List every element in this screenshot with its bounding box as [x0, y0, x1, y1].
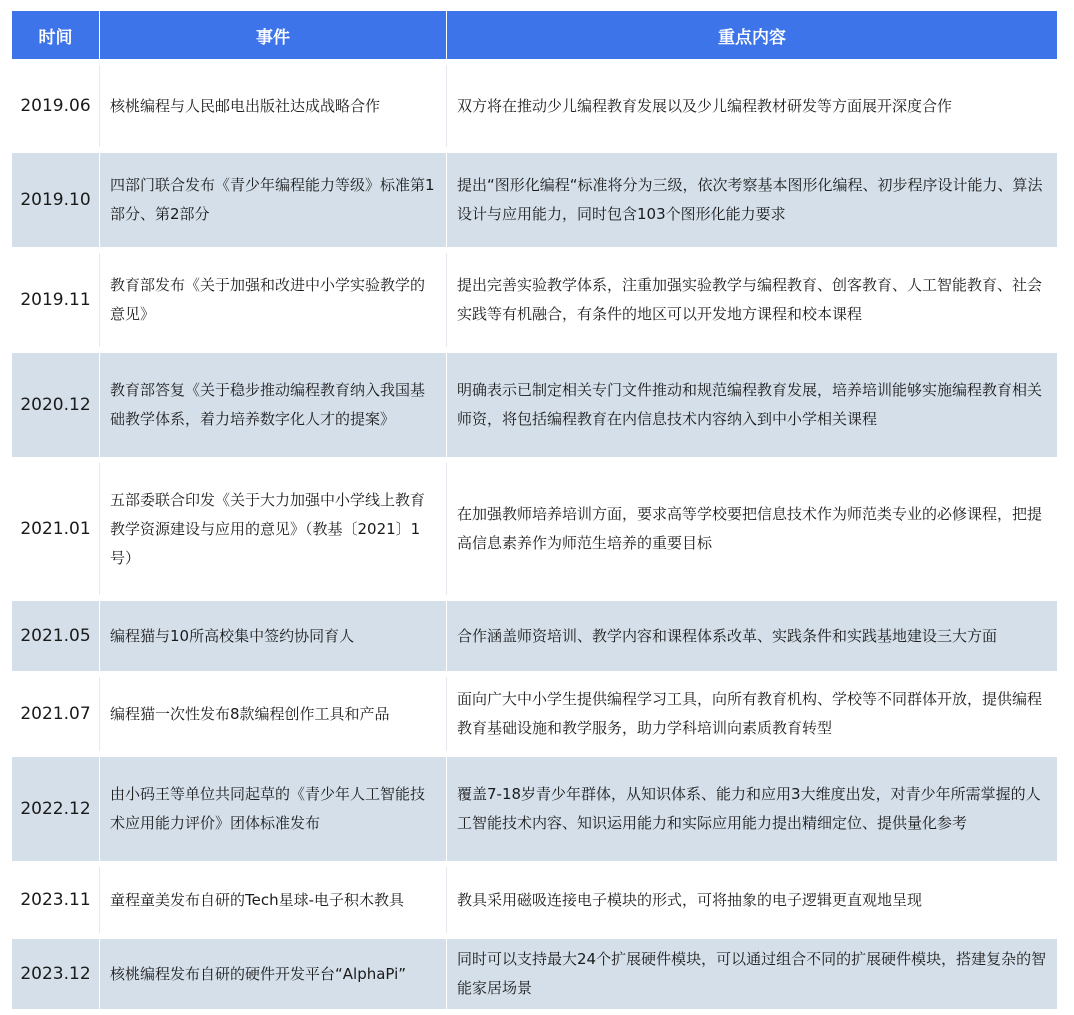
row-detail: 覆盖7-18岁青少年群体，从知识体系、能力和应用3大维度出发，对青少年所需掌握的人工智能技术内容、知识运用能力和实际应用能力提出精细定位、提供量化参考 [446, 757, 1057, 861]
table-row [12, 677, 1057, 751]
table-row [12, 601, 1057, 671]
table-row [12, 353, 1057, 457]
row-event: 编程猫与10所高校集中签约协同育人 [99, 601, 446, 671]
table-row [12, 253, 1057, 347]
row-detail: 面向广大中小学生提供编程学习工具，向所有教育机构、学校等不同群体开放，提供编程教育基础设施和教学服务，助力学科培训向素质教育转型 [446, 677, 1057, 751]
row-event: 童程童美发布自研的Tech星球-电子积木教具 [99, 867, 446, 933]
row-detail: 同时可以支持最大24个扩展硬件模块，可以通过组合不同的扩展硬件模块，搭建复杂的智能家居场景 [446, 939, 1057, 1009]
row-event: 核桃编程发布自研的硬件开发平台“AlphaPi” [99, 939, 446, 1009]
row-time: 2020.12 [12, 353, 99, 457]
table-row [12, 939, 1057, 1009]
table-row [12, 153, 1057, 247]
row-event: 四部门联合发布《青少年编程能力等级》标准第1部分、第2部分 [99, 153, 446, 247]
row-time: 2021.05 [12, 601, 99, 671]
row-detail: 提出“图形化编程“标准将分为三级，依次考察基本图形化编程、初步程序设计能力、算法设计与应用能力，同时包含103个图形化能力要求 [446, 153, 1057, 247]
row-time: 2021.07 [12, 677, 99, 751]
table-row [12, 757, 1057, 861]
row-detail: 明确表示已制定相关专门文件推动和规范编程教育发展，培养培训能够实施编程教育相关师资，将包括编程教育在内信息技术内容纳入到中小学相关课程 [446, 353, 1057, 457]
table-header-row [12, 11, 1057, 59]
row-event: 编程猫一次性发布8款编程创作工具和产品 [99, 677, 446, 751]
row-detail: 合作涵盖师资培训、教学内容和课程体系改革、实践条件和实践基地建设三大方面 [446, 601, 1057, 671]
row-event: 教育部发布《关于加强和改进中小学实验教学的意见》 [99, 253, 446, 347]
timeline-table [12, 5, 1057, 1015]
row-detail: 提出完善实验教学体系，注重加强实验教学与编程教育、创客教育、人工智能教育、社会实践等有机融合，有条件的地区可以开发地方课程和校本课程 [446, 253, 1057, 347]
row-event: 五部委联合印发《关于大力加强中小学线上教育教学资源建设与应用的意见》（教基〔2021〕1号） [99, 463, 446, 595]
table-row [12, 463, 1057, 595]
header-time: 时间 [12, 11, 99, 59]
row-detail: 双方将在推动少儿编程教育发展以及少儿编程教材研发等方面展开深度合作 [446, 65, 1057, 147]
header-event: 事件 [99, 11, 446, 59]
row-time: 2021.01 [12, 463, 99, 595]
row-time: 2019.06 [12, 65, 99, 147]
row-event: 核桃编程与人民邮电出版社达成战略合作 [99, 65, 446, 147]
header-detail: 重点内容 [446, 11, 1057, 59]
table-row [12, 867, 1057, 933]
row-time: 2019.11 [12, 253, 99, 347]
row-time: 2023.12 [12, 939, 99, 1009]
table-row [12, 65, 1057, 147]
row-time: 2023.11 [12, 867, 99, 933]
row-detail: 在加强教师培养培训方面，要求高等学校要把信息技术作为师范类专业的必修课程，把提高信息素养作为师范生培养的重要目标 [446, 463, 1057, 595]
row-time: 2019.10 [12, 153, 99, 247]
row-event: 由小码王等单位共同起草的《青少年人工智能技术应用能力评价》团体标准发布 [99, 757, 446, 861]
row-detail: 教具采用磁吸连接电子模块的形式，可将抽象的电子逻辑更直观地呈现 [446, 867, 1057, 933]
row-time: 2022.12 [12, 757, 99, 861]
row-event: 教育部答复《关于稳步推动编程教育纳入我国基础教学体系，着力培养数字化人才的提案》 [99, 353, 446, 457]
